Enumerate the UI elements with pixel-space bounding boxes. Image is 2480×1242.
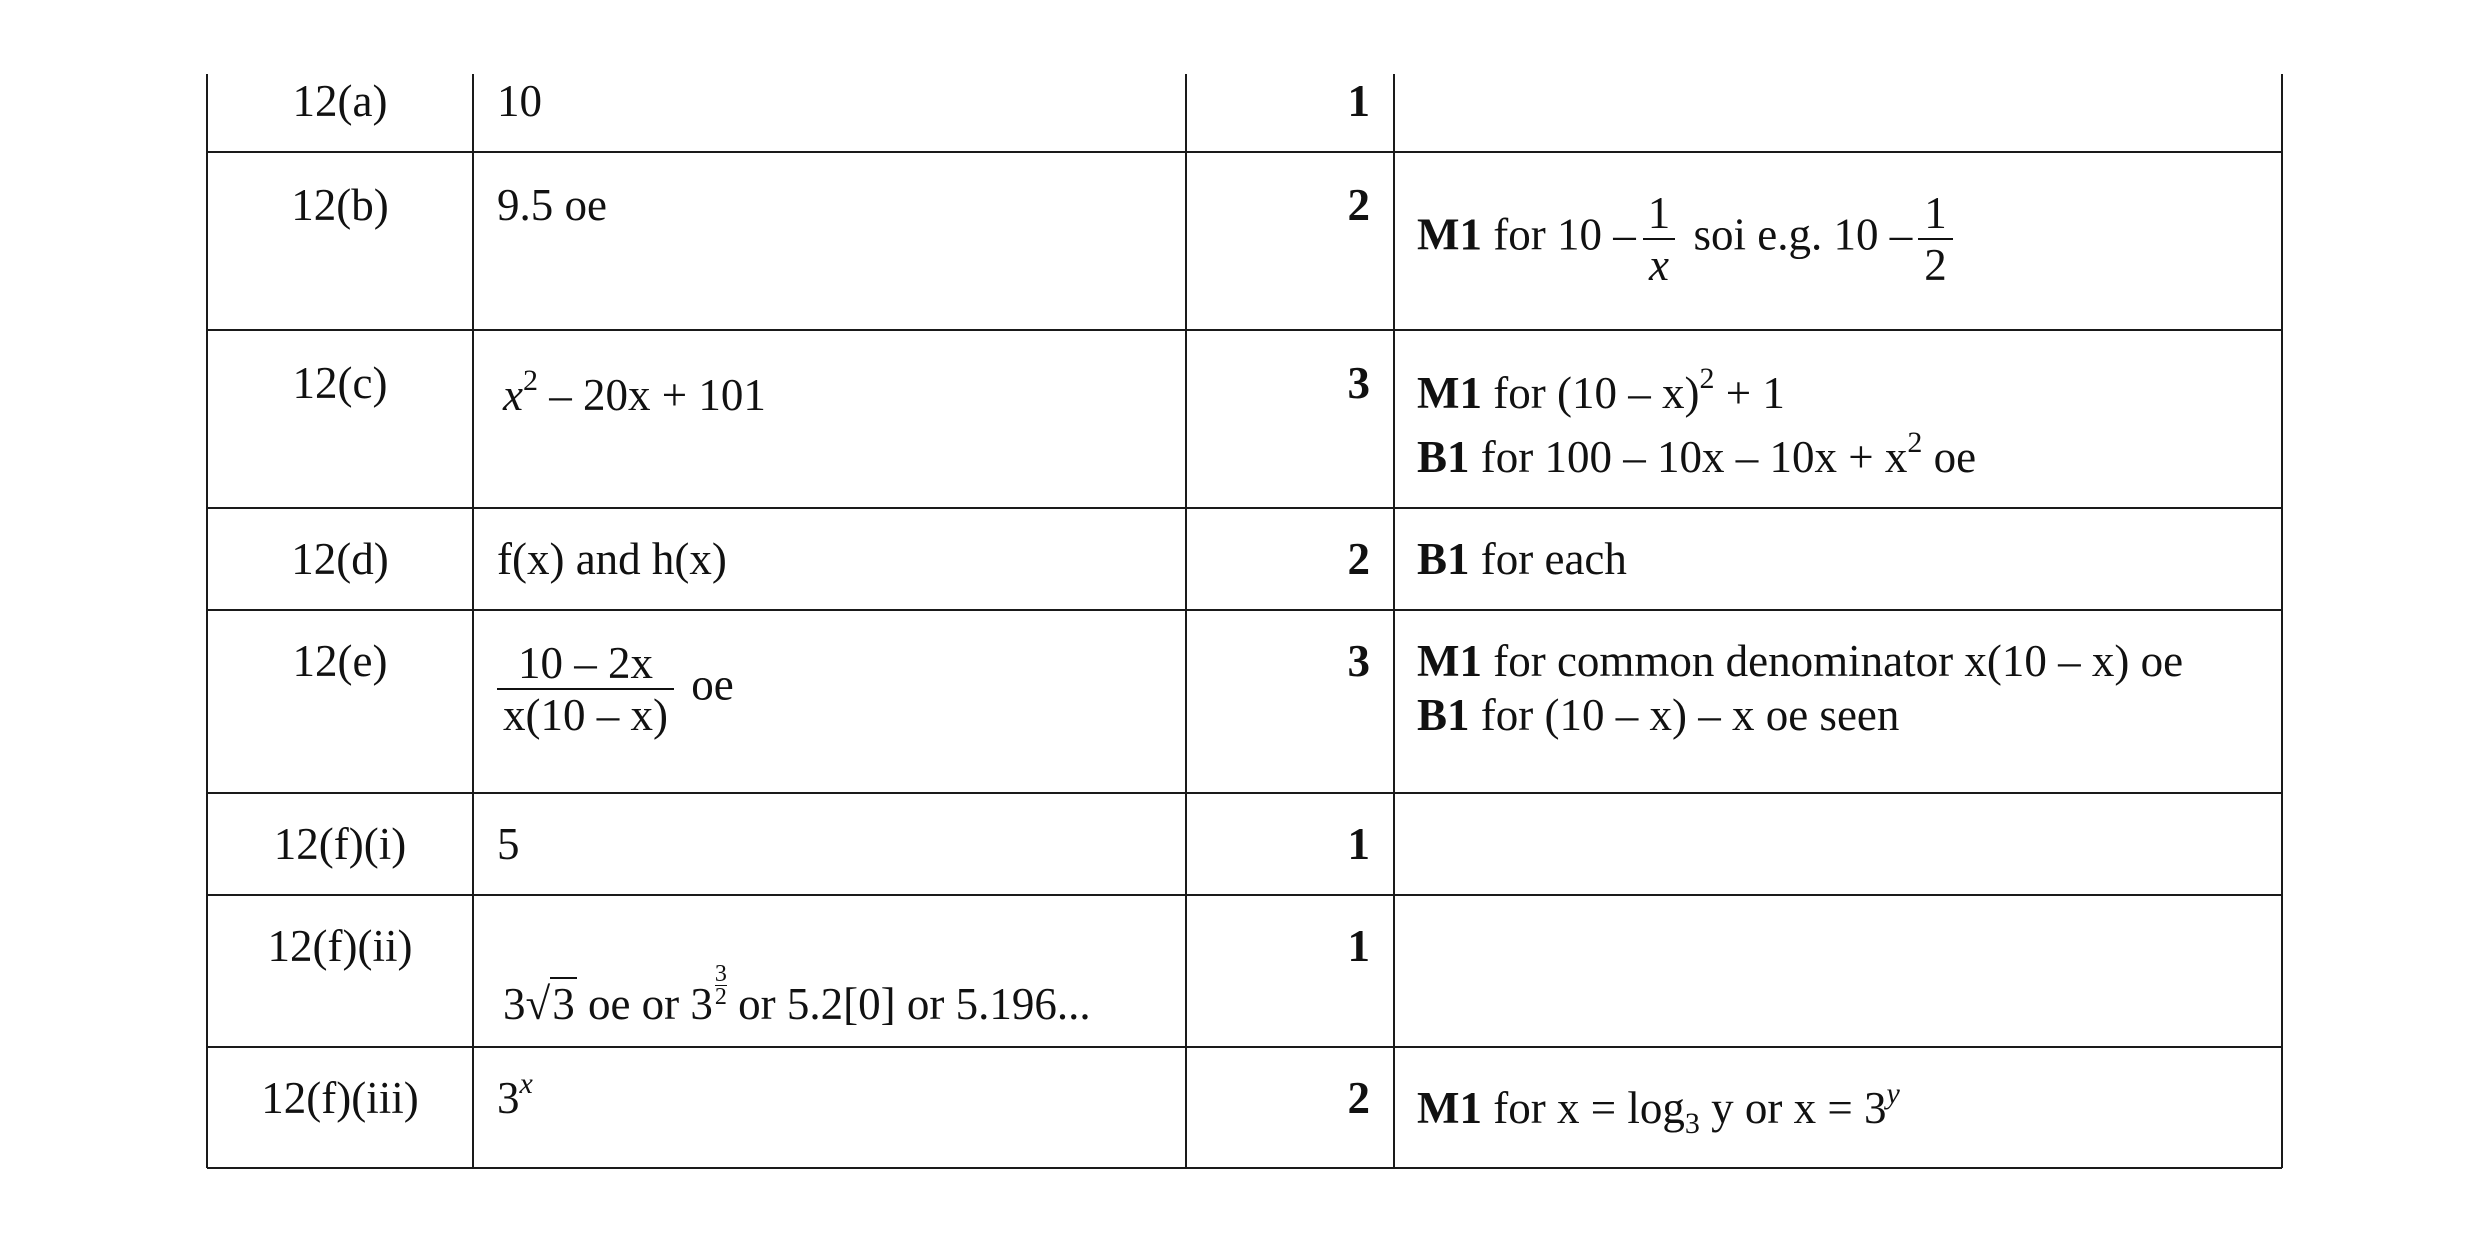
superscript: x bbox=[519, 1067, 533, 1100]
guidance-text: for common denominator x(10 – x) oe bbox=[1481, 636, 2184, 686]
guidance-text: oe bbox=[1922, 432, 1977, 482]
question-label: 12(c) bbox=[292, 358, 388, 408]
guidance-line bbox=[1417, 426, 1977, 484]
answer-text: – 20x + 101 bbox=[537, 370, 766, 420]
marks-cell: 1 bbox=[1347, 921, 1370, 971]
superscript: y bbox=[1886, 1077, 1900, 1110]
numerator: 10 – 2x bbox=[517, 638, 653, 688]
answer-text: 10 bbox=[497, 76, 542, 126]
numerator: 1 bbox=[1647, 188, 1671, 238]
answer-text: f(x) and h(x) bbox=[497, 534, 727, 584]
guidance-line bbox=[1417, 688, 2183, 742]
guidance-text: soi e.g. 10 – bbox=[1682, 209, 1913, 260]
answer-cell bbox=[497, 1067, 533, 1125]
numerator: 1 bbox=[1924, 188, 1947, 238]
guidance-text: for 100 – 10x – 10x + x bbox=[1469, 432, 1908, 482]
marks-cell: 3 bbox=[1347, 636, 1370, 686]
answer-cell bbox=[497, 178, 607, 232]
answer-text: oe bbox=[679, 659, 734, 710]
mark-code: B1 bbox=[1417, 534, 1470, 584]
answer-cell bbox=[503, 364, 766, 422]
answer-cell bbox=[503, 963, 1091, 1031]
answer-text: 3 bbox=[503, 979, 526, 1029]
fraction bbox=[497, 638, 674, 740]
guidance-text: for 10 – bbox=[1481, 209, 1636, 260]
guidance-text: for x = log bbox=[1481, 1083, 1685, 1133]
answer-cell bbox=[497, 817, 520, 871]
question-label: 12(b) bbox=[291, 180, 389, 230]
denominator: 2 bbox=[714, 984, 727, 1010]
superscript: 2 bbox=[522, 364, 538, 397]
guidance-cell bbox=[1417, 362, 1977, 484]
guidance-cell bbox=[1417, 634, 2183, 742]
question-label: 12(f)(i) bbox=[273, 819, 407, 869]
mark-code: M1 bbox=[1417, 1083, 1482, 1133]
guidance-text: for each bbox=[1469, 534, 1627, 584]
answer-text: 5 bbox=[497, 819, 520, 869]
answer-text: or 5.2[0] or 5.196... bbox=[726, 979, 1091, 1029]
superscript: 2 bbox=[1907, 426, 1923, 459]
answer-cell bbox=[497, 74, 542, 128]
question-label: 12(d) bbox=[291, 534, 389, 584]
square-root: √3 bbox=[525, 979, 575, 1029]
mark-code: B1 bbox=[1417, 432, 1470, 482]
mark-code: M1 bbox=[1417, 636, 1482, 686]
question-label: 12(e) bbox=[292, 636, 388, 686]
denominator: x bbox=[1643, 238, 1675, 290]
guidance-line bbox=[1417, 634, 2183, 688]
question-label: 12(a) bbox=[292, 76, 388, 126]
marks-cell: 2 bbox=[1347, 1073, 1370, 1123]
answer-text: 9.5 oe bbox=[497, 180, 607, 230]
answer-text: oe or 3 bbox=[576, 979, 713, 1029]
denominator: x(10 – x) bbox=[497, 688, 674, 740]
mark-code: M1 bbox=[1417, 209, 1482, 260]
exponent-fraction bbox=[715, 963, 727, 1008]
marks-cell: 1 bbox=[1347, 819, 1370, 869]
guidance-text: y or x = 3 bbox=[1699, 1083, 1887, 1133]
guidance-line bbox=[1417, 362, 1976, 420]
denominator: 2 bbox=[1918, 238, 1953, 290]
guidance-text: for (10 – x) bbox=[1481, 368, 1700, 418]
marks-cell: 2 bbox=[1347, 180, 1370, 230]
question-label: 12(f)(iii) bbox=[261, 1073, 419, 1123]
guidance-text: for (10 – x) – x oe seen bbox=[1469, 690, 1900, 740]
numerator: 3 bbox=[714, 961, 727, 987]
answer-text: 3 bbox=[497, 1073, 520, 1123]
answer-text: x bbox=[503, 370, 523, 420]
question-label: 12(f)(ii) bbox=[267, 921, 413, 971]
marks-cell: 3 bbox=[1347, 358, 1370, 408]
fraction bbox=[1642, 188, 1677, 290]
fraction bbox=[1918, 188, 1953, 290]
answer-cell bbox=[497, 638, 734, 740]
guidance-cell bbox=[1417, 1077, 1900, 1140]
subscript: 3 bbox=[1684, 1107, 1700, 1140]
radicand: 3 bbox=[552, 979, 575, 1029]
guidance-cell bbox=[1417, 188, 1959, 290]
superscript: 2 bbox=[1699, 362, 1715, 395]
mark-code: M1 bbox=[1417, 368, 1482, 418]
marks-cell: 1 bbox=[1347, 76, 1370, 126]
answer-cell bbox=[497, 532, 727, 586]
guidance-text: + 1 bbox=[1714, 368, 1785, 418]
guidance-cell bbox=[1417, 532, 1627, 586]
marks-cell: 2 bbox=[1347, 534, 1370, 584]
mark-code: B1 bbox=[1417, 690, 1470, 740]
